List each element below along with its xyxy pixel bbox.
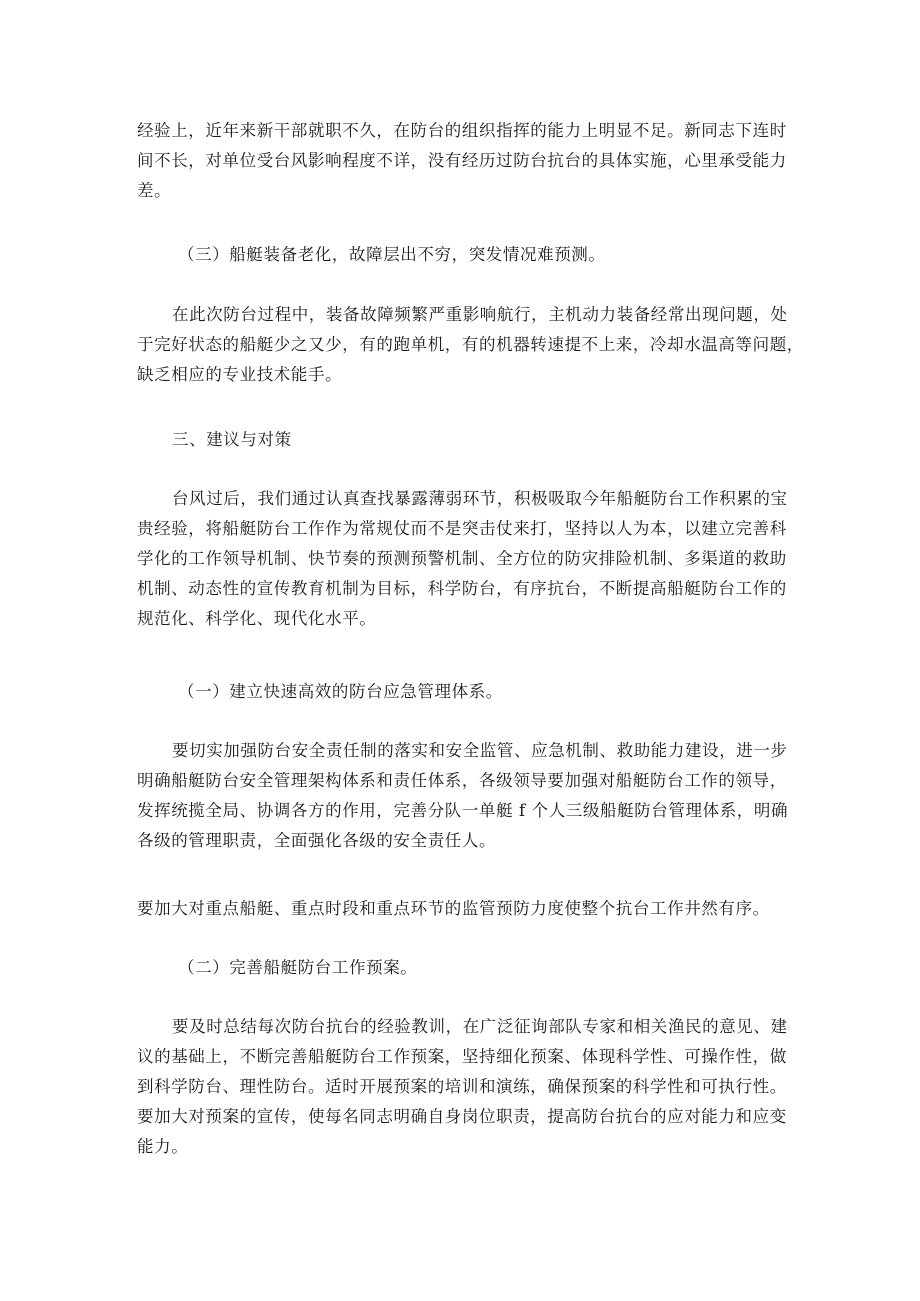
text-line: 议的基础上，不断完善船艇防台工作预案，坚持细化预案、体现科学性、可操作性，做 [137,1047,787,1066]
subheading-emergency-system: （一）建立快速高效的防台应急管理体系。 [178,682,503,701]
section-heading-recommendations: 三、建议与对策 [172,430,292,449]
text-line: 经验上，近年来新干部就职不久，在防台的组织指挥的能力上明显不足。新同志下连时 [137,121,787,140]
text-line: 台风过后，我们通过认真查找暴露薄弱环节，积极吸取今年船艇防台工作积累的宝 [172,489,788,508]
paragraph-experience-continuation [137,116,785,206]
text-line: 要及时总结每次防台抗台的经验教训，在广泛征询部队专家和相关渔民的意见、建 [172,1017,788,1036]
text-line: 机制、动态性的宣传教育机制为目标，科学防台，有序抗台，不断提高船艇防台工作的 [137,579,787,598]
text-line: 明确船艇防台安全管理架构体系和责任体系，各级领导要加强对船艇防台工作的领导， [137,771,787,790]
text-line: 能力。 [137,1137,189,1156]
paragraph-equipment-failures [137,300,804,390]
text-line: 要加大对预案的宣传，使每名同志明确自身岗位职责，提高防台抗台的应对能力和应变 [137,1107,787,1126]
text-line: 各级的管理职责，全面强化各级的安全责任人。 [137,831,497,850]
subheading-equipment-aging: （三）船艇装备老化，故障层出不穷，突发情况难预测。 [178,245,606,264]
text-line: 缺乏相应的专业技术能手。 [137,365,343,384]
text-line: 贵经验，将船艇防台工作作为常规仗而不是突击仗来打，坚持以人为本，以建立完善科 [137,519,787,538]
subheading-work-plan: （二）完善船艇防台工作预案。 [178,958,418,977]
text-line: 差。 [137,181,172,200]
text-line: 间不长，对单位受台风影响程度不详，没有经历过防台抗台的具体实施，心里承受能力 [137,151,787,170]
text-line: 学化的工作领导机制、快节奏的预测预警机制、全方位的防灾排险机制、多渠道的救助 [137,549,787,568]
text-line: 于完好状态的船艇少之又少，有的跑单机，有的机器转速提不上来，冷却水温高等问题， [137,335,804,354]
paragraph-safety-responsibility [137,736,789,856]
paragraph-supervision: 要加大对重点船艇、重点时段和重点环节的监管预防力度使整个抗台工作井然有序。 [137,899,770,918]
paragraph-lessons-learned [137,1012,788,1162]
text-line: 在此次防台过程中，装备故障频繁严重影响航行，主机动力装备经常出现问题，处 [172,305,788,324]
paragraph-after-typhoon [137,484,788,634]
text-line: 要切实加强防台安全责任制的落实和安全监管、应急机制、救助能力建设，进一步 [172,741,788,760]
text-line: 规范化、科学化、现代化水平。 [137,609,377,628]
text-line: 发挥统揽全局、协调各方的作用，完善分队一单艇 f 个人三级船艇防台管理体系，明确 [137,801,789,820]
text-line: 到科学防台、理性防台。适时开展预案的培训和演练，确保预案的科学性和可执行性。 [137,1077,787,1096]
